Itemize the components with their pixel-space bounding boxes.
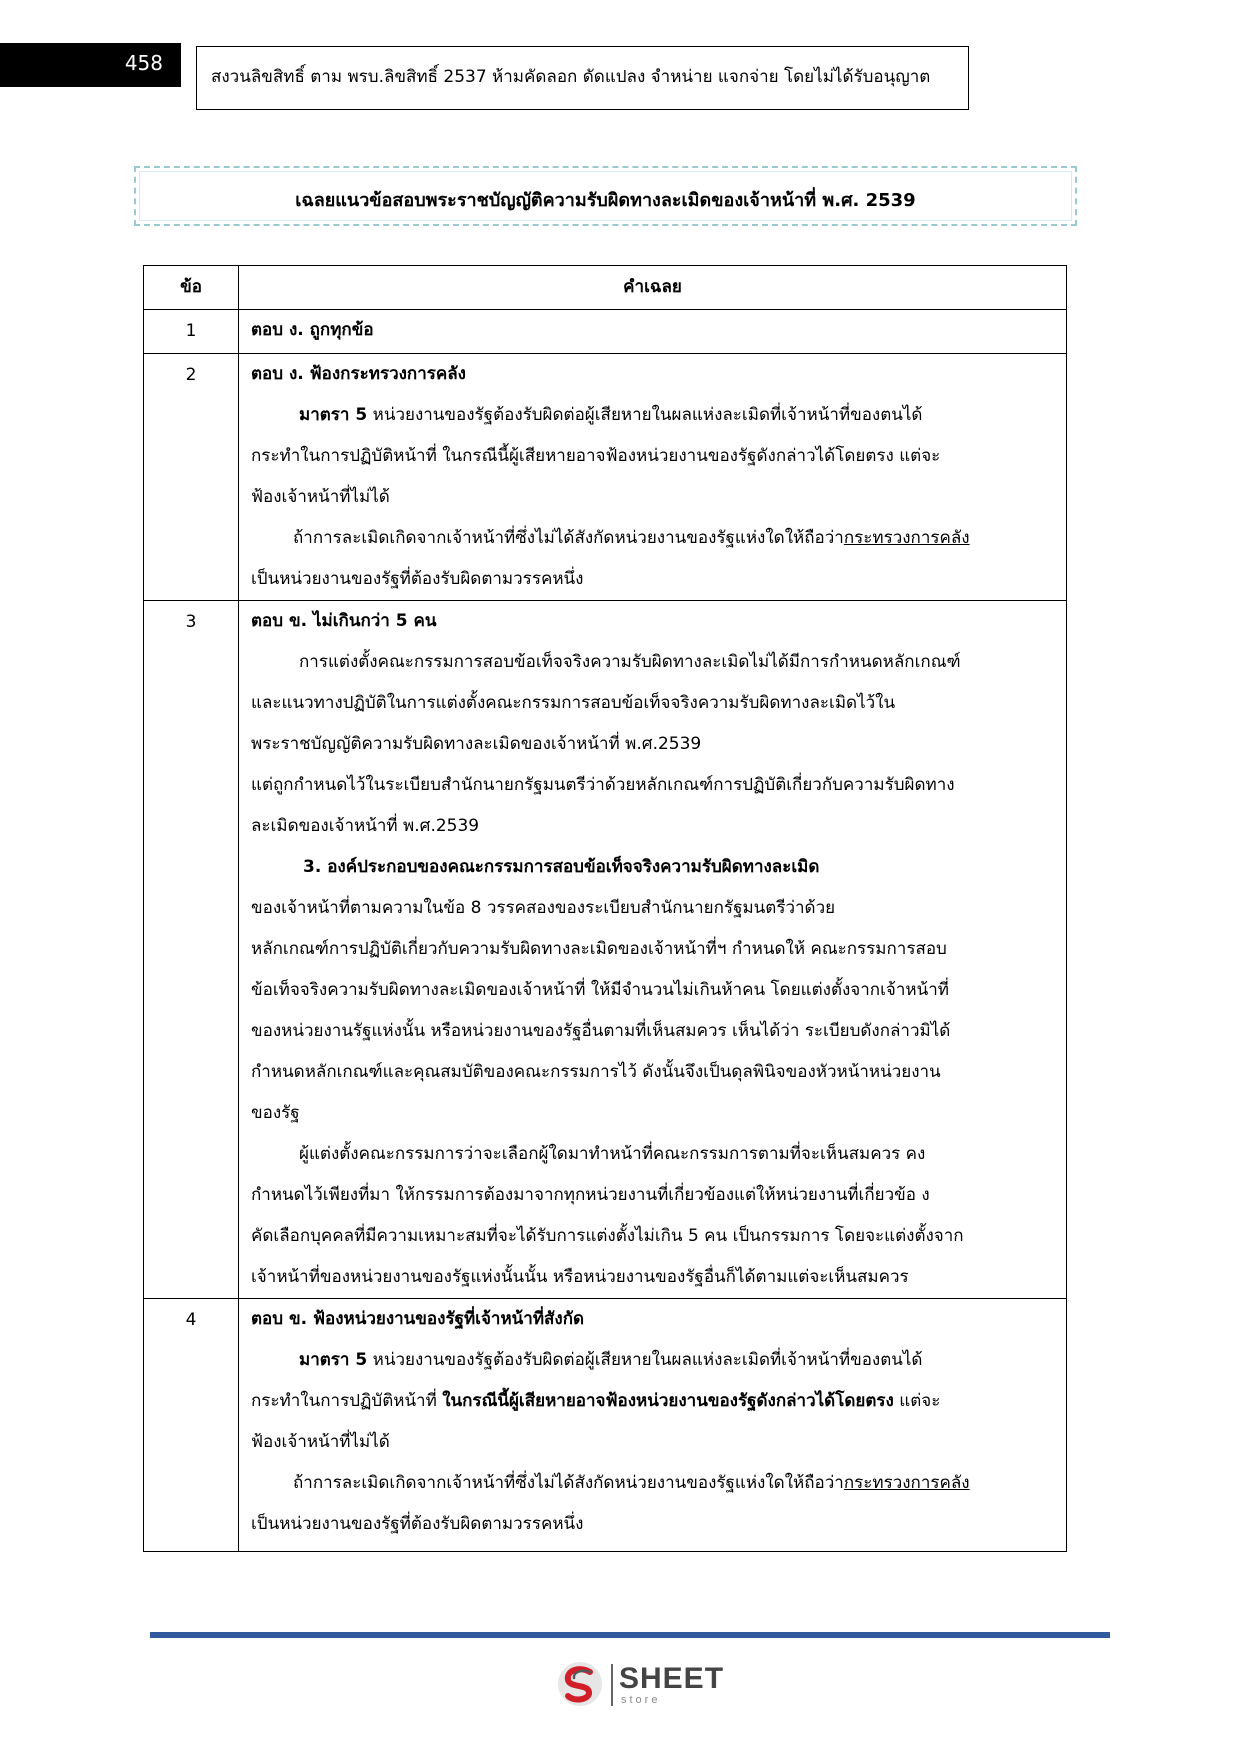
explanation-line: [251, 1340, 1054, 1381]
question-number: 4: [144, 1299, 239, 1552]
explanation-line: ผู้แต่งตั้งคณะกรรมการว่าจะเลือกผู้ใดมาทำหน้าที่คณะกรรมการตามที่จะเห็นสมควร คง: [299, 1144, 926, 1164]
table-header-row: [144, 266, 1067, 310]
explanation-line: กระทำในการปฏิบัติหน้าที่ ในกรณีนี้ผู้เสียหายอาจฟ้องหน่วยงานของรัฐดังกล่าวได้โดยตรง แต่จะ: [251, 446, 941, 466]
logo-sub-text: store: [621, 1694, 661, 1706]
explanation-text: หน่วยงานของรัฐต้องรับผิดต่อผู้เสียหายในผลแห่งละเมิดที่เจ้าหน้าที่ของตนได้: [367, 405, 923, 425]
explanation-line: เจ้าหน้าที่ของหน่วยงานของรัฐแห่งนั้นนั้น หรือหน่วยงานของรัฐอื่นก็ได้ตามแต่จะเห็นสมควร: [251, 1267, 909, 1287]
sheet-store-logo: [556, 1660, 726, 1710]
explanation-text: ถ้าการละเมิดเกิดจากเจ้าหน้าที่ซึ่งไม่ได้สังกัดหน่วยงานของรัฐแห่งใดให้ถือว่า: [293, 528, 844, 548]
question-number: 3: [144, 601, 239, 1299]
answer-cell: [239, 1299, 1067, 1552]
table-row: [144, 1299, 1067, 1552]
explanation-text: หน่วยงานของรัฐต้องรับผิดต่อผู้เสียหายในผลแห่งละเมิดที่เจ้าหน้าที่ของตนได้: [367, 1350, 923, 1370]
explanation-line: เป็นหน่วยงานของรัฐที่ต้องรับผิดตามวรรคหนึ่ง: [251, 1514, 584, 1534]
law-section: มาตรา 5: [299, 1350, 368, 1370]
answer-table: [143, 265, 1067, 1552]
explanation-line: คัดเลือกบุคคลที่มีความเหมาะสมที่จะได้รับการแต่งตั้งไม่เกิน 5 คน เป็นกรรมการ โดยจะแต่งตั้งจาก: [251, 1226, 964, 1246]
explanation-line: ของรัฐ: [251, 1103, 300, 1123]
underlined-term: กระทรวงการคลัง: [843, 528, 970, 548]
explanation-line: ฟ้องเจ้าหน้าที่ไม่ได้: [251, 487, 390, 507]
table-row: [144, 310, 1067, 354]
explanation-line: เป็นหน่วยงานของรัฐที่ต้องรับผิดตามวรรคหนึ่ง: [251, 569, 584, 589]
answer-choice: ตอบ ข. ฟ้องหน่วยงานของรัฐที่เจ้าหน้าที่สังกัด: [251, 1309, 585, 1329]
explanation-line: กำหนดไว้เพียงที่มา ให้กรรมการต้องมาจากทุกหน่วยงานที่เกี่ยวข้องแต่ให้หน่วยงานที่เกี่ยวข้อ ง: [251, 1185, 930, 1205]
law-section: มาตรา 5: [299, 405, 368, 425]
footer-rule: [150, 1632, 1110, 1638]
table-row: [144, 354, 1067, 601]
explanation-line: [251, 395, 1054, 436]
explanation-line: ละเมิดของเจ้าหน้าที่ พ.ศ.2539: [251, 816, 480, 836]
explanation-line: ฟ้องเจ้าหน้าที่ไม่ได้: [251, 1432, 390, 1452]
table-row: [144, 601, 1067, 1299]
answer-choice: ตอบ ข. ไม่เกินกว่า 5 คน: [251, 611, 437, 631]
copyright-notice: สงวนลิขสิทธิ์ ตาม พรบ.ลิขสิทธิ์ 2537 ห้ามคัดลอก ดัดแปลง จำหน่าย แจกจ่าย โดยไม่ได้รับอนุญาต: [196, 46, 969, 110]
explanation-text: แต่จะ: [893, 1391, 941, 1411]
explanation-line: แต่ถูกกำหนดไว้ในระเบียบสำนักนายกรัฐมนตรีว่าด้วยหลักเกณฑ์การปฏิบัติเกี่ยวกับความรับผิดทาง: [251, 775, 955, 795]
explanation-line: และแนวทางปฏิบัติในการแต่งตั้งคณะกรรมการสอบข้อเท็จจริงความรับผิดทางละเมิดไว้ใน: [251, 693, 896, 713]
emphasized-text: ในกรณีนี้ผู้เสียหายอาจฟ้องหน่วยงานของรัฐดังกล่าวได้โดยตรง: [442, 1391, 894, 1411]
explanation-text: ถ้าการละเมิดเกิดจากเจ้าหน้าที่ซึ่งไม่ได้สังกัดหน่วยงานของรัฐแห่งใดให้ถือว่า: [293, 1473, 844, 1493]
logo-divider: [611, 1664, 613, 1706]
page-number: 458: [0, 43, 181, 87]
document-title: เฉลยแนวข้อสอบพระราชบัญญัติความรับผิดทางละเมิดของเจ้าหน้าที่ พ.ศ. 2539: [134, 166, 1077, 226]
explanation-line: [251, 1463, 1054, 1504]
explanation-line: [251, 1381, 1054, 1422]
explanation-line: ของหน่วยงานรัฐแห่งนั้น หรือหน่วยงานของรัฐอื่นตามที่เห็นสมควร เห็นได้ว่า ระเบียบดังกล่าวมิได้: [251, 1021, 951, 1041]
underlined-term: กระทรวงการคลัง: [843, 1473, 970, 1493]
answer-cell: [239, 310, 1067, 354]
answer-cell: [239, 601, 1067, 1299]
explanation-line: ของเจ้าหน้าที่ตามความในข้อ 8 วรรคสองของระเบียบสำนักนายกรัฐมนตรีว่าด้วย: [251, 898, 836, 918]
logo-brand-text: SHEET: [619, 1662, 725, 1695]
question-number: 1: [144, 310, 239, 354]
answer-cell: [239, 354, 1067, 601]
question-number: 2: [144, 354, 239, 601]
explanation-text: กระทำในการปฏิบัติหน้าที่: [251, 1391, 443, 1411]
explanation-line: หลักเกณฑ์การปฏิบัติเกี่ยวกับความรับผิดทางละเมิดของเจ้าหน้าที่ฯ กำหนดให้ คณะกรรมการสอบ: [251, 939, 947, 959]
column-header-number: ข้อ: [144, 266, 239, 310]
sheet-store-s-icon: [556, 1660, 604, 1708]
explanation-line: กำหนดหลักเกณฑ์และคุณสมบัติของคณะกรรมการไว้ ดังนั้นจึงเป็นดุลพินิจของหัวหน้าหน่วยงาน: [251, 1062, 941, 1082]
answer-choice: ตอบ ง. ฟ้องกระทรวงการคลัง: [251, 364, 466, 384]
explanation-line: [251, 518, 1054, 559]
answer-choice: ตอบ ง. ถูกทุกข้อ: [251, 320, 374, 340]
explanation-line: การแต่งตั้งคณะกรรมการสอบข้อเท็จจริงความรับผิดทางละเมิดไม่ได้มีการกำหนดหลักเกณฑ์: [299, 652, 961, 672]
section-heading: 3. องค์ประกอบของคณะกรรมการสอบข้อเท็จจริงความรับผิดทางละเมิด: [303, 857, 820, 877]
explanation-line: พระราชบัญญัติความรับผิดทางละเมิดของเจ้าหน้าที่ พ.ศ.2539: [251, 734, 702, 754]
explanation-line: ข้อเท็จจริงความรับผิดทางละเมิดของเจ้าหน้าที่ ให้มีจำนวนไม่เกินห้าคน โดยแต่งตั้งจากเจ้าหน้าที่: [251, 980, 949, 1000]
column-header-answer: คำเฉลย: [239, 266, 1067, 310]
